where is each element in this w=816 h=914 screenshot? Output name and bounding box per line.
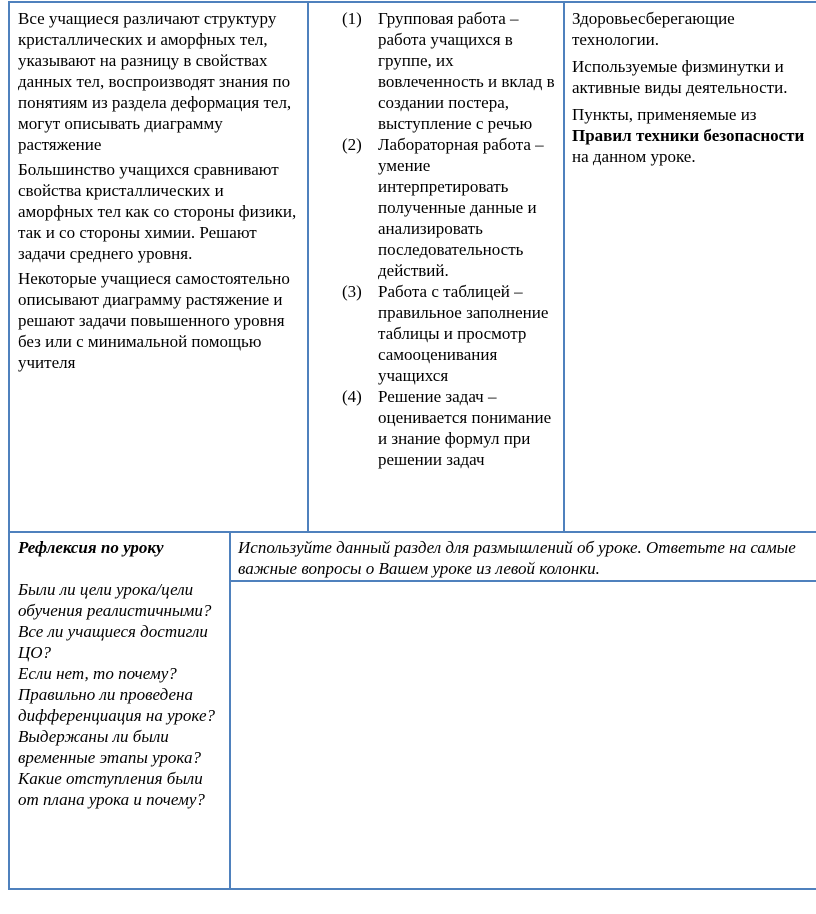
col-divider-2 (563, 1, 565, 532)
safety-rules-bold: Правил техники безопасности (572, 126, 805, 145)
safety-rules-end: на данном уроке. (572, 147, 696, 166)
reflection-question: Выдержаны ли были временные этапы урока? (18, 727, 201, 767)
col-divider-1 (307, 1, 309, 532)
reflection-question: Правильно ли проведена дифференциация на уроке? (18, 685, 215, 725)
reflection-heading: Рефлексия по уроку (18, 538, 164, 557)
table-border-left (8, 1, 10, 890)
list-item-text: Групповая работа – работа учащихся в группе, их вовлеченность и вклад в создании постера, выступление с речью (378, 9, 555, 133)
list-item (342, 386, 558, 470)
assessment-list (342, 8, 558, 470)
reflection-question: Какие отступления были от плана урока и почему? (18, 769, 205, 809)
list-item-number: (2) (342, 135, 362, 154)
assessment-cell (342, 8, 558, 470)
safety-rules (572, 104, 810, 167)
table-border-top (8, 1, 816, 3)
safety-rules-start: Пункты, применяемые из (572, 105, 757, 124)
learning-outcomes-cell (18, 8, 303, 377)
table-border-bottom (8, 888, 816, 890)
list-item-text: Работа с таблицей – правильное заполнение таблицы и просмотр самооценивания учащихся (378, 282, 549, 385)
outcome-all-students: Все учащиеся различают структуру кристаллических и аморфных тел, указывают на разницу в свойствах данных тел, воспроизводят знания по понятиям из раздела деформация тел, могут описывать диаграмму растяжение (18, 9, 292, 154)
reflection-instruction: Используйте данный раздел для размышлений об уроке. Ответьте на самые важные вопросы о Вашем уроке из левой колонки. (238, 538, 796, 578)
reflection-questions-cell (18, 537, 224, 810)
health-safety-cell (572, 8, 810, 173)
outcome-most-students: Большинство учащихся сравнивают свойства кристаллических и аморфных тел как со стороны физики, так и со стороны химии. Решают задачи среднего уровня. (18, 160, 297, 263)
list-item-text: Решение задач – оценивается понимание и знание формул при решении задач (378, 387, 552, 469)
reflection-question: Все ли учащиеся достигли ЦО? (18, 622, 208, 662)
reflection-answer-area[interactable] (232, 583, 816, 887)
reflection-instruction-divider (230, 580, 816, 582)
outcome-some-students: Некоторые учащиеся самостоятельно описывают диаграмму растяжение и решают задачи повышенного уровня без или с минимальной помощью учителя (18, 269, 290, 372)
reflection-col-divider (229, 531, 231, 890)
table-row-divider (8, 531, 816, 533)
reflection-question: Были ли цели урока/цели обучения реалистичными? (18, 580, 212, 620)
physical-activities: Используемые физминутки и активные виды деятельности. (572, 57, 788, 97)
list-item-text: Лабораторная работа –умение интерпретировать полученные данные и анализировать последовательность действий. (378, 135, 544, 280)
list-item-number: (3) (342, 282, 362, 301)
list-item (342, 8, 558, 134)
list-item-number: (4) (342, 387, 362, 406)
list-item-number: (1) (342, 9, 362, 28)
health-technologies: Здоровьесберегающие технологии. (572, 9, 735, 49)
list-item (342, 281, 558, 386)
list-item (342, 134, 558, 281)
reflection-question: Если нет, то почему? (18, 664, 177, 683)
